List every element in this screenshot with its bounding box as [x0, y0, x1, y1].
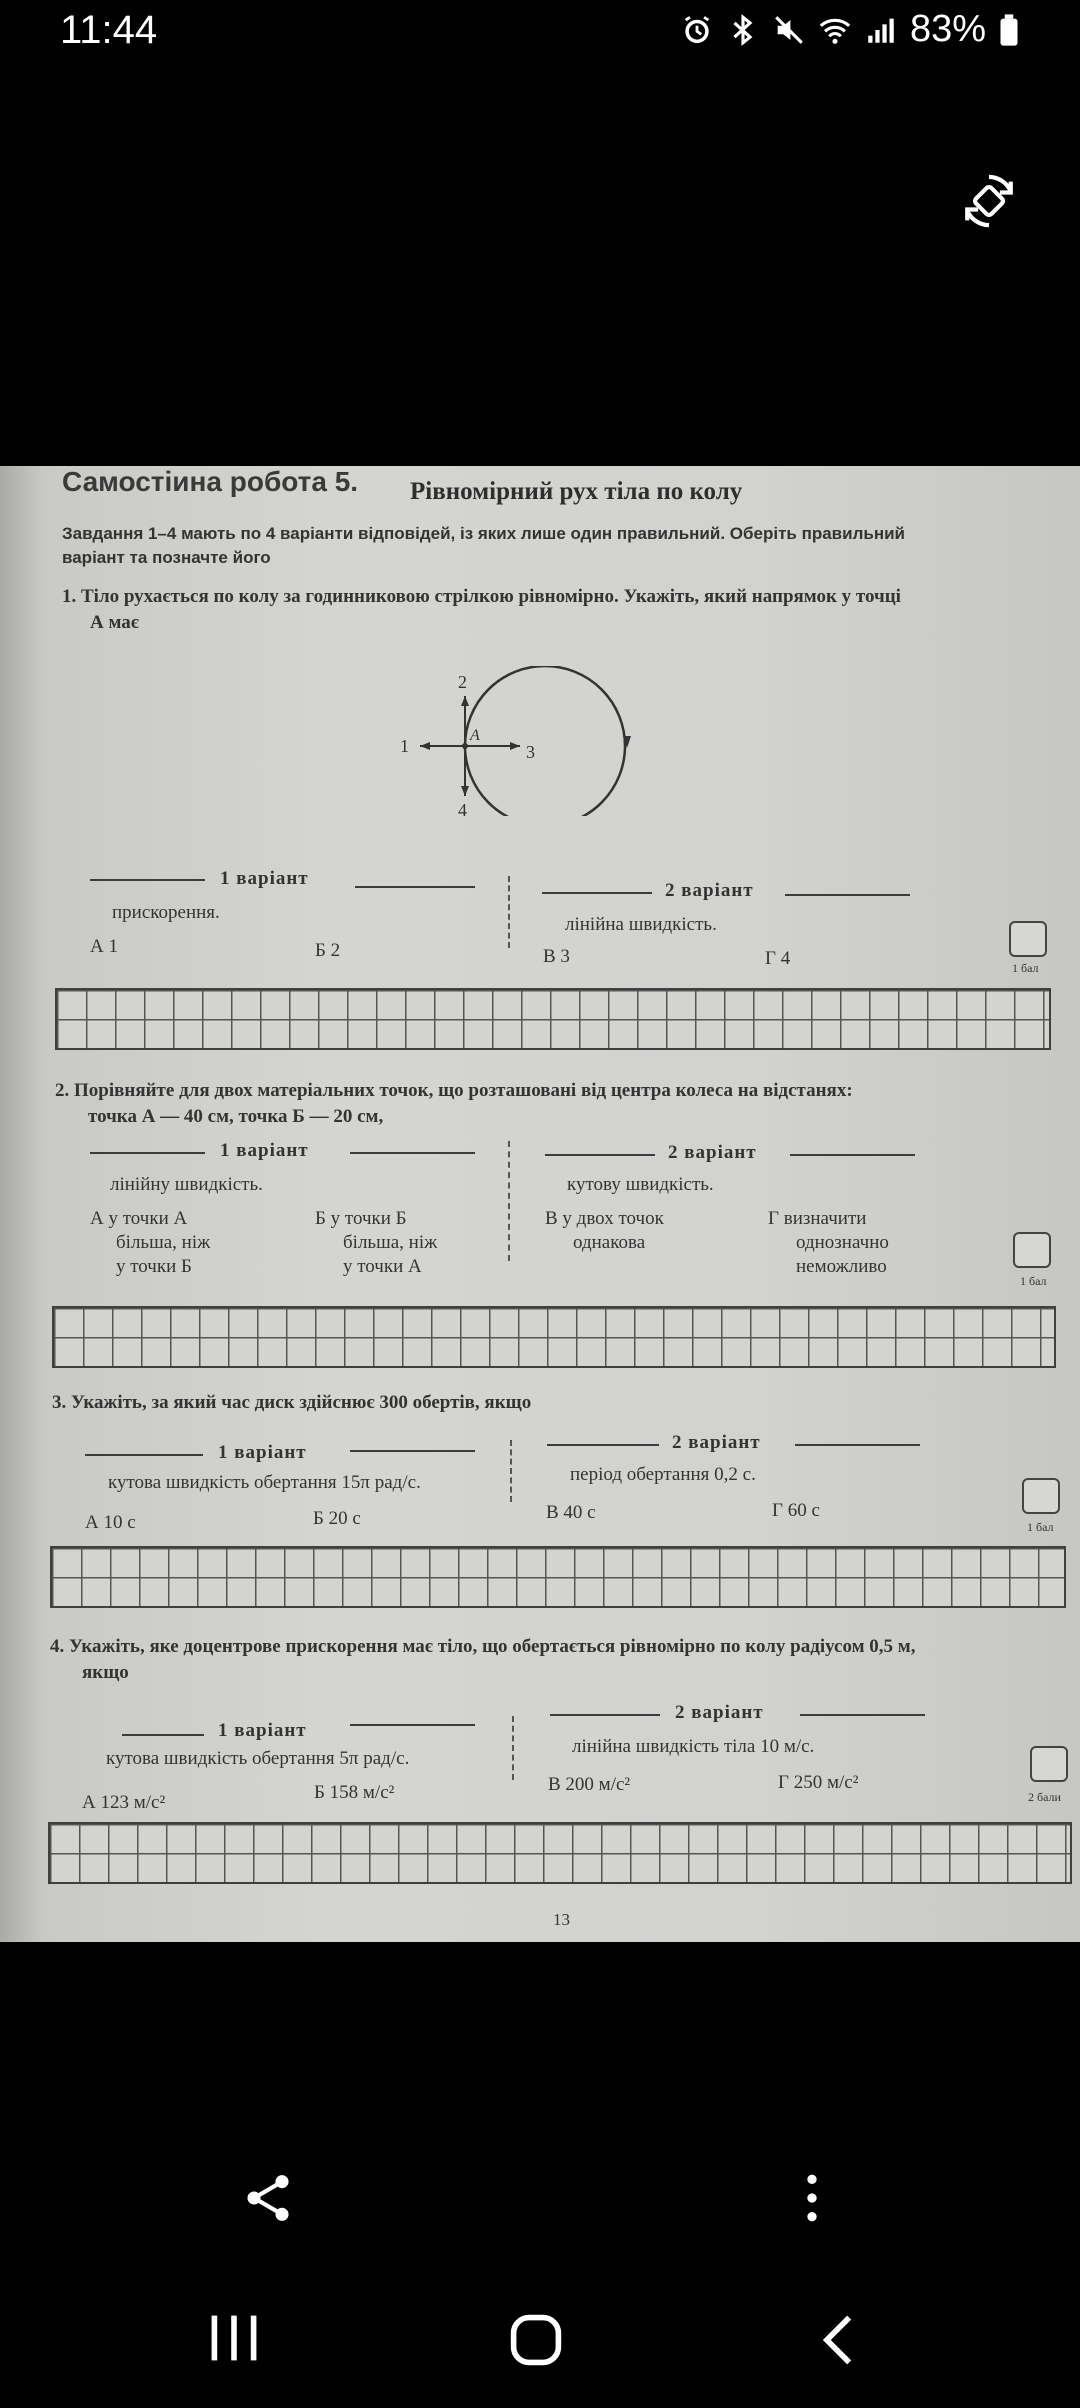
q1-option-b: Б 2 [315, 940, 341, 961]
battery-icon [998, 13, 1020, 47]
divider [90, 879, 205, 881]
q4-option-a: А 123 м/с² [82, 1792, 166, 1813]
q4-variant-1-label: 1 варіант [218, 1720, 307, 1741]
q2-option-c-line-2: однакова [573, 1232, 646, 1253]
q2-answer-grid[interactable] [52, 1306, 1056, 1368]
page-number: 13 [553, 1910, 570, 1929]
variant-separator [510, 1440, 512, 1502]
signal-icon [864, 13, 898, 47]
diagram-label-4: 4 [458, 800, 467, 816]
q2-points: 1 бал [1020, 1274, 1047, 1288]
q2-option-b-line-1: Б у точки Б [315, 1208, 407, 1229]
divider [350, 1152, 475, 1154]
q1-circle-diagram [390, 666, 650, 816]
divider [795, 1444, 920, 1446]
instructions-line-1: Завдання 1–4 мають по 4 варіанти відповідей, із яких лише один правильний. Оберіть правильний [62, 524, 905, 543]
divider [550, 1714, 660, 1716]
q2-option-c-line-1: В у двох точок [545, 1208, 664, 1229]
q2-option-a-line-3: у точки Б [116, 1256, 192, 1277]
variant-separator [512, 1716, 514, 1780]
divider [90, 1152, 205, 1154]
q1-option-c: В 3 [543, 946, 570, 967]
home-icon[interactable] [508, 2312, 564, 2368]
q4-variant-2-text: лінійна швидкість тіла 10 м/с. [572, 1736, 815, 1757]
q1-option-d: Г 4 [765, 948, 791, 969]
bluetooth-icon [726, 13, 760, 47]
q3-answer-grid[interactable] [50, 1546, 1066, 1608]
q2-option-b-line-2: більша, ніж [343, 1232, 438, 1253]
q2-text-line-2: точка А — 40 см, точка Б — 20 см, [88, 1106, 384, 1127]
divider [545, 1154, 655, 1156]
instructions-line-2: варіант та позначте його [62, 548, 271, 567]
worksheet-title: Самостіина робота 5. [62, 466, 359, 497]
q1-variant-2-label: 2 варіант [665, 880, 754, 901]
divider [355, 886, 475, 888]
diagram-label-3: 3 [526, 742, 535, 762]
q1-text-line-1: 1. Тіло рухається по колу за годинниковою стрілкою рівномірно. Укажіть, який напрямок у точці [62, 586, 901, 607]
q2-variant-2-text: кутову швидкість. [567, 1174, 714, 1195]
q2-text-line-1: 2. Порівняйте для двох матеріальних точок, що розташовані від центра колеса на відстанях: [55, 1080, 853, 1101]
share-icon[interactable] [240, 2170, 296, 2226]
back-icon[interactable] [818, 2312, 858, 2368]
q4-option-d: Г 250 м/с² [778, 1772, 859, 1793]
q3-option-b: Б 20 с [313, 1508, 361, 1529]
q4-variant-2-label: 2 варіант [675, 1702, 764, 1723]
q3-variant-1-label: 1 варіант [218, 1442, 307, 1463]
q4-variant-1-text: кутова швидкість обертання 5π рад/с. [106, 1748, 410, 1769]
q2-option-d-line-1: Г визначити [768, 1208, 867, 1229]
q4-score-box[interactable] [1030, 1746, 1068, 1782]
q3-variant-2-text: період обертання 0,2 с. [570, 1464, 756, 1485]
variant-separator [508, 1141, 510, 1261]
divider [800, 1714, 925, 1716]
q2-option-a-line-2: більша, ніж [116, 1232, 211, 1253]
q2-variant-1-label: 1 варіант [220, 1140, 309, 1161]
variant-separator [508, 876, 510, 948]
q1-answer-grid[interactable] [55, 988, 1051, 1050]
q3-score-box[interactable] [1022, 1478, 1060, 1514]
alarm-icon [680, 13, 714, 47]
q1-score-box[interactable] [1009, 921, 1047, 957]
q4-option-b: Б 158 м/с² [314, 1782, 395, 1803]
divider [547, 1444, 659, 1446]
wifi-icon [818, 13, 852, 47]
q3-variant-2-label: 2 варіант [672, 1432, 761, 1453]
q1-text-line-2: А має [90, 612, 139, 633]
q2-option-b-line-3: у точки А [343, 1256, 422, 1277]
more-options-icon[interactable] [792, 2170, 832, 2226]
q3-option-d: Г 60 с [772, 1500, 820, 1521]
q2-variant-2-label: 2 варіант [668, 1142, 757, 1163]
q1-variant-1-label: 1 варіант [220, 868, 309, 889]
divider [350, 1724, 475, 1726]
diagram-label-1: 1 [400, 736, 409, 756]
recent-apps-icon[interactable] [206, 2310, 262, 2366]
worksheet-subtitle: Рівномірний рух тіла по колу [410, 478, 743, 505]
worksheet-photo [0, 466, 1080, 1942]
divider [85, 1454, 203, 1456]
divider [785, 894, 910, 896]
rotate-screen-icon[interactable] [960, 172, 1018, 230]
q2-option-d-line-2: однозначно [796, 1232, 889, 1253]
q1-variant-1-text: прискорення. [112, 902, 220, 923]
q1-points: 1 бал [1012, 961, 1039, 975]
divider [122, 1734, 204, 1736]
status-icons [680, 8, 1020, 51]
q2-variant-1-text: лінійну швидкість. [110, 1174, 263, 1195]
mute-icon [772, 13, 806, 47]
q3-option-c: В 40 с [546, 1502, 596, 1523]
q4-text-line-1: 4. Укажіть, яке доцентрове прискорення має тіло, що обертається рівномірно по колу радіусом 0,5 м, [50, 1636, 916, 1657]
diagram-label-2: 2 [458, 672, 467, 692]
q4-answer-grid[interactable] [48, 1822, 1072, 1884]
q3-text-line-1: 3. Укажіть, за який час диск здійснює 300 обертів, якщо [52, 1392, 532, 1413]
q3-variant-1-text: кутова швидкість обертання 15π рад/с. [108, 1472, 421, 1493]
divider [790, 1154, 915, 1156]
q2-score-box[interactable] [1013, 1232, 1051, 1268]
divider [542, 892, 652, 894]
battery-percent: 83% [909, 8, 986, 50]
diagram-label-a: A [470, 727, 480, 744]
q2-option-d-line-3: неможливо [796, 1256, 887, 1277]
divider [350, 1450, 475, 1452]
status-time: 11:44 [60, 8, 158, 52]
q1-option-a: А 1 [90, 936, 118, 957]
q1-variant-2-text: лінійна швидкість. [565, 914, 717, 935]
q4-text-line-2: якщо [82, 1662, 129, 1683]
q4-option-c: В 200 м/с² [548, 1774, 631, 1795]
q3-option-a: А 10 с [85, 1512, 136, 1533]
q4-points: 2 бали [1028, 1790, 1061, 1804]
q2-option-a-line-1: А у точки А [90, 1208, 188, 1229]
q3-points: 1 бал [1027, 1520, 1054, 1534]
